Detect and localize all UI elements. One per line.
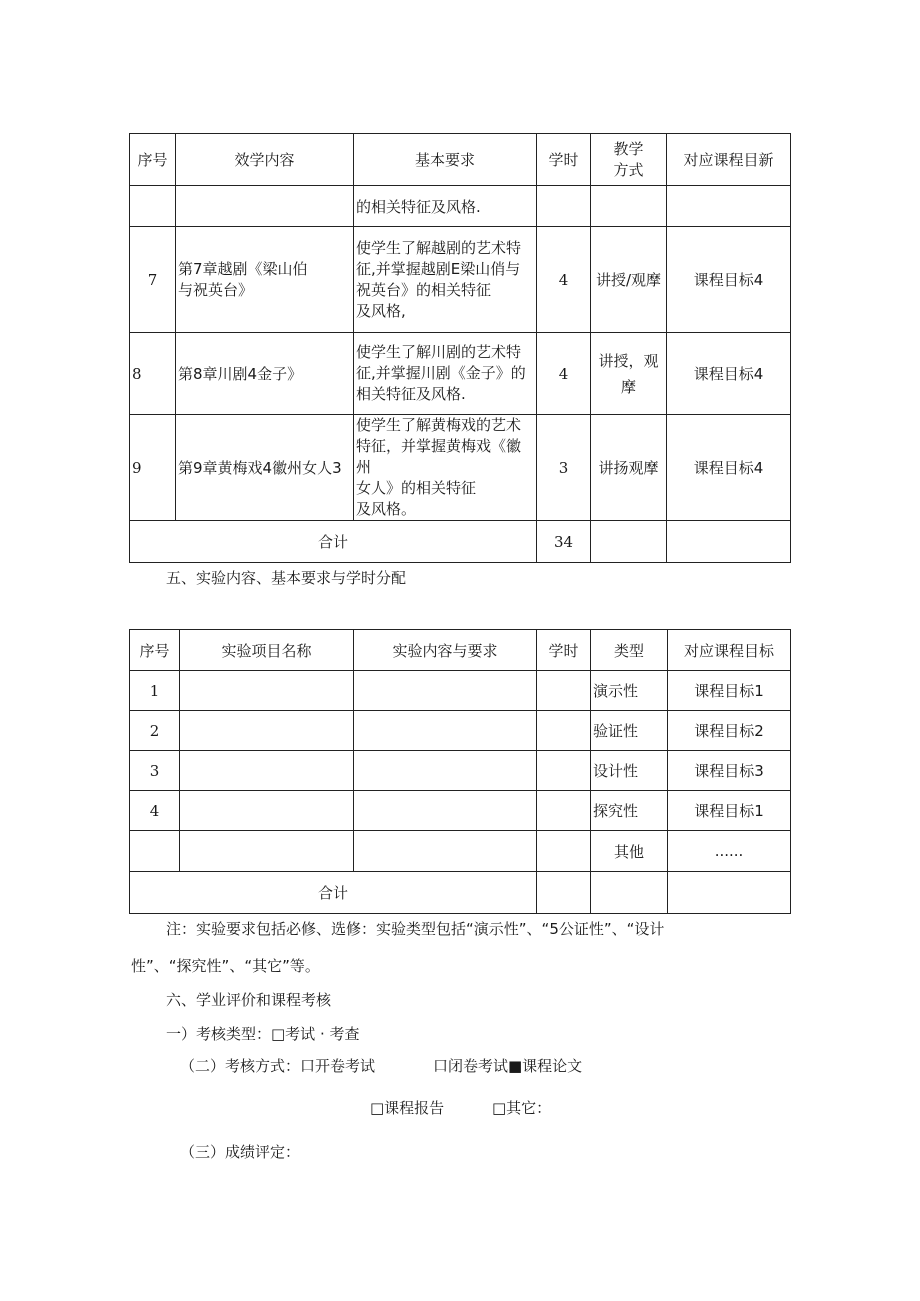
assessment-type: 一）考核类型：□考试 · 考查 bbox=[166, 1025, 360, 1043]
header-goal: 对应课程目新 bbox=[667, 134, 791, 186]
header-content: 效学内容 bbox=[176, 134, 354, 186]
grading-heading: （三）成绩评定： bbox=[180, 1143, 301, 1161]
cell-seq bbox=[130, 831, 180, 872]
cell-goal: 课程目标1 bbox=[668, 671, 791, 711]
cell-empty bbox=[354, 791, 537, 831]
cell-requirement: 使学生了解川剧的艺术特 征,并掌握川剧《金子》的 相关特征及风格. bbox=[354, 333, 537, 415]
cell-goal: 课程目标4 bbox=[667, 333, 791, 415]
cell-empty bbox=[180, 671, 354, 711]
cell-empty bbox=[537, 831, 591, 872]
cell-empty bbox=[537, 872, 591, 914]
cell-empty bbox=[667, 186, 791, 227]
header-method: 教学 方式 bbox=[591, 134, 667, 186]
cell-type: 设计性 bbox=[591, 751, 668, 791]
cell-empty bbox=[180, 711, 354, 751]
table-row bbox=[130, 227, 791, 333]
cell-seq: 8 bbox=[130, 333, 176, 415]
cell-empty bbox=[667, 521, 791, 563]
cell-seq: 9 bbox=[130, 415, 176, 521]
cell-goal: 课程目标3 bbox=[668, 751, 791, 791]
cell-empty bbox=[176, 186, 354, 227]
cell-hours: 4 bbox=[537, 227, 591, 333]
header-seq: 序号 bbox=[130, 134, 176, 186]
cell-hours: 4 bbox=[537, 333, 591, 415]
section5-heading: 五、实验内容、基本要求与学时分配 bbox=[166, 569, 407, 587]
section6-heading: 六、学业评价和课程考核 bbox=[166, 991, 332, 1009]
note-line-2: 性”、“探究性”、“其它”等。 bbox=[131, 957, 320, 975]
table-header-row bbox=[130, 134, 791, 186]
cell-empty bbox=[354, 711, 537, 751]
header-goal: 对应课程目标 bbox=[668, 630, 791, 671]
assessment-option-other: □其它： bbox=[492, 1099, 552, 1117]
cell-empty bbox=[591, 521, 667, 563]
cell-seq: 7 bbox=[130, 227, 176, 333]
cell-method: 讲授/观摩 bbox=[591, 227, 667, 333]
table-row bbox=[130, 415, 791, 521]
assessment-method: （二）考核方式：口开卷考试 bbox=[180, 1057, 376, 1075]
header-project-name: 实验项目名称 bbox=[180, 630, 354, 671]
header-content-requirement: 实验内容与要求 bbox=[354, 630, 537, 671]
experiment-table bbox=[129, 629, 791, 914]
cell-seq: 1 bbox=[130, 671, 180, 711]
total-hours: 34 bbox=[537, 521, 591, 563]
cell-empty bbox=[537, 711, 591, 751]
cell-type: 演示性 bbox=[591, 671, 668, 711]
cell-empty bbox=[591, 872, 668, 914]
table-row bbox=[130, 831, 791, 872]
header-hours: 学时 bbox=[537, 630, 591, 671]
header-hours: 学时 bbox=[537, 134, 591, 186]
cell-requirement: 的相关特征及风格. bbox=[354, 186, 537, 227]
total-label: 合计 bbox=[130, 872, 537, 914]
note-line-1: 注：实验要求包括必修、选修：实验类型包括“演示性”、“5公证性”、“设计 bbox=[166, 920, 665, 938]
cell-empty bbox=[180, 831, 354, 872]
table-row bbox=[130, 791, 791, 831]
cell-empty bbox=[668, 872, 791, 914]
cell-content: 第8章川剧4金子》 bbox=[176, 333, 354, 415]
header-type: 类型 bbox=[591, 630, 668, 671]
cell-type: 验证性 bbox=[591, 711, 668, 751]
cell-empty bbox=[537, 671, 591, 711]
cell-type: 其他 bbox=[591, 831, 668, 872]
cell-empty bbox=[354, 671, 537, 711]
table-header-row bbox=[130, 630, 791, 671]
table-row bbox=[130, 711, 791, 751]
cell-goal: 课程目标2 bbox=[668, 711, 791, 751]
table-row bbox=[130, 671, 791, 711]
cell-content: 第7章越剧《梁山伯 与祝英台》 bbox=[176, 227, 354, 333]
cell-requirement: 使学生了解越剧的艺术特 征,并掌握越剧E梁山俏与 祝英台》的相关特征 及风格, bbox=[354, 227, 537, 333]
cell-empty bbox=[537, 751, 591, 791]
total-label: 合计 bbox=[130, 521, 537, 563]
table-total-row bbox=[130, 521, 791, 563]
cell-method: 讲扬观摩 bbox=[591, 415, 667, 521]
assessment-option-report: □课程报告 bbox=[370, 1099, 445, 1117]
table-total-row bbox=[130, 872, 791, 914]
cell-empty bbox=[354, 751, 537, 791]
cell-goal: ...... bbox=[668, 831, 791, 872]
cell-empty bbox=[180, 751, 354, 791]
cell-empty bbox=[130, 186, 176, 227]
cell-goal: 课程目标1 bbox=[668, 791, 791, 831]
cell-goal: 课程目标4 bbox=[667, 415, 791, 521]
cell-seq: 4 bbox=[130, 791, 180, 831]
cell-seq: 2 bbox=[130, 711, 180, 751]
cell-empty bbox=[537, 791, 591, 831]
cell-requirement: 使学生了解黄梅戏的艺术 特征，并掌握黄梅戏《徽州 女人》的相关特征 及风格。 bbox=[354, 415, 537, 521]
table-row bbox=[130, 186, 791, 227]
header-requirement: 基本要求 bbox=[354, 134, 537, 186]
cell-empty bbox=[537, 186, 591, 227]
teaching-content-table bbox=[129, 133, 791, 563]
table-row bbox=[130, 751, 791, 791]
cell-seq: 3 bbox=[130, 751, 180, 791]
cell-content: 第9章黄梅戏4徽州女人3 bbox=[176, 415, 354, 521]
assessment-method-options: 口闭卷考试■课程论文 bbox=[433, 1057, 583, 1075]
cell-goal: 课程目标4 bbox=[667, 227, 791, 333]
cell-empty bbox=[591, 186, 667, 227]
table-row bbox=[130, 333, 791, 415]
cell-empty bbox=[354, 831, 537, 872]
cell-hours: 3 bbox=[537, 415, 591, 521]
cell-type: 探究性 bbox=[591, 791, 668, 831]
cell-method: 讲授，观 摩 bbox=[591, 333, 667, 415]
header-seq: 序号 bbox=[130, 630, 180, 671]
cell-empty bbox=[180, 791, 354, 831]
